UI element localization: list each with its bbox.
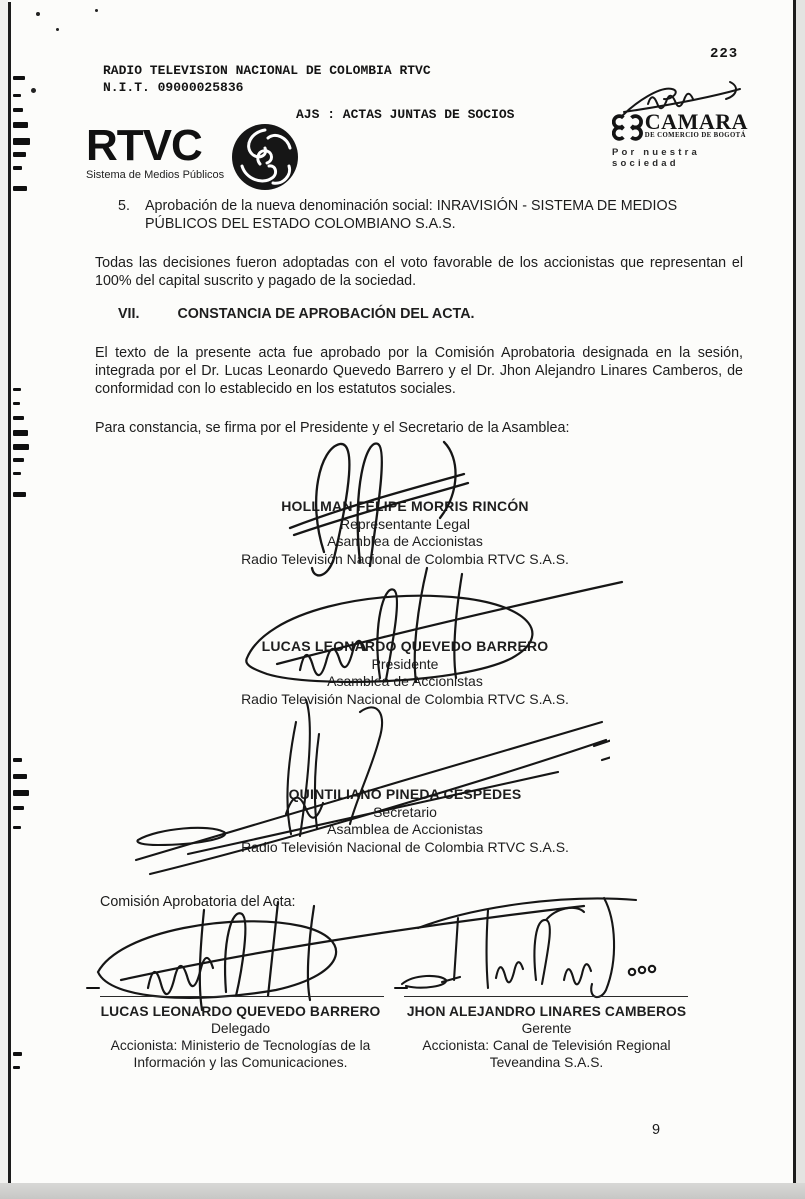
- signatory-org-1: Asamblea de Accionistas: [327, 821, 483, 837]
- ccb-logo-name: CAMARA: [644, 109, 748, 134]
- scan-edge-left-line: [8, 2, 11, 1185]
- signatory-role: Representante Legal: [340, 515, 470, 532]
- paragraph-approval: El texto de la presente acta fue aprobado por la Comisión Aprobatoria designada en la sesión, integrada por el Dr. Lucas Leonardo Quevedo Barrero y el Dr. Jhon Alejandro Linares Camberos, de conformidad con lo establecido en los estatutos sociales.: [95, 345, 743, 397]
- commission-member-left: [88, 1003, 393, 1071]
- signatory-org-2: Radio Televisión Nacional de Colombia RTVC S.A.S.: [241, 838, 569, 855]
- page-number-top: 223: [710, 46, 739, 62]
- ccb-logo-subtitle: DE COMERCIO DE BOGOTÁ: [644, 132, 746, 139]
- signature-lucas-ink: [222, 566, 624, 701]
- signature-jhon-ink: [396, 890, 668, 1004]
- signatory-org-1: Asamblea de Accionistas: [327, 673, 483, 689]
- signature-line-right: [404, 996, 688, 997]
- signatory-org-2: Radio Televisión Nacional de Colombia RTVC S.A.S.: [241, 550, 569, 567]
- rtvc-logo: [86, 121, 300, 192]
- signatory-org-2: Radio Televisión Nacional de Colombia RTVC S.A.S.: [241, 690, 569, 707]
- signature-quintiliano-ink: [128, 692, 610, 880]
- commission-label: Comisión Aprobatoria del Acta:: [100, 894, 296, 910]
- ccb-monogram-icon: [612, 112, 643, 143]
- item-number: 5.: [118, 198, 130, 214]
- section-heading: [118, 306, 475, 322]
- scan-edge-bottom: [0, 1183, 805, 1199]
- header-doc-code: AJS : ACTAS JUNTAS DE SOCIOS: [296, 107, 515, 122]
- commission-member-right: [394, 1003, 699, 1071]
- signature-line-left-stub: [86, 987, 100, 989]
- page-number-bottom: 9: [652, 1122, 661, 1138]
- commission-org-1: Accionista: Ministerio de Tecnologías de la: [110, 1038, 371, 1053]
- commission-org-2: Información y las Comunicaciones.: [133, 1055, 348, 1070]
- header-nit: N.I.T. 09000025836: [103, 80, 244, 95]
- commission-role: Gerente: [521, 1021, 572, 1036]
- scan-edge-right: [796, 0, 805, 1199]
- agenda-item-5: [118, 197, 742, 233]
- signature-hollman-ink: [262, 430, 482, 580]
- rtvc-wordmark: RTVC: [86, 121, 202, 170]
- signatory-org-1: Asamblea de Accionistas: [327, 533, 483, 549]
- signature-line-left: [100, 996, 384, 997]
- section-title: CONSTANCIA DE APROBACIÓN DEL ACTA.: [177, 306, 475, 322]
- ccb-logo: [612, 109, 748, 169]
- item-text: Aprobación de la nueva denominación social: INRAVISIÓN - SISTEMA DE MEDIOS PÚBLICOS DEL ESTADO COLOMBIANO S.A.S.: [145, 198, 678, 232]
- section-numeral: VII.: [118, 306, 140, 322]
- signatory-name: HOLLMAN FELIPE MORRIS RINCÓN: [281, 498, 529, 514]
- ccb-logo-slogan: Por nuestra sociedad: [612, 147, 700, 169]
- rtvc-tagline: Sistema de Medios Públicos: [86, 169, 225, 181]
- signature-line-right-stub: [394, 987, 408, 989]
- commission-org-2: Teveandina S.A.S.: [489, 1055, 604, 1070]
- scan-edge-left: [0, 0, 8, 1199]
- rtvc-emblem-icon: [230, 122, 300, 192]
- commission-org-1: Accionista: Canal de Televisión Regional: [422, 1038, 671, 1053]
- commission-name: JHON ALEJANDRO LINARES CAMBEROS: [406, 1004, 687, 1019]
- signatory-role: Presidente: [371, 655, 439, 672]
- commission-name: LUCAS LEONARDO QUEVEDO BARRERO: [100, 1004, 381, 1019]
- commission-role: Delegado: [210, 1021, 271, 1036]
- paragraph-decisions: Todas las decisiones fueron adoptadas con el voto favorable de los accionistas que representan el 100% del capital suscrito y pagado de la sociedad.: [95, 255, 743, 289]
- signatory-name: LUCAS LEONARDO QUEVEDO BARRERO: [261, 638, 549, 654]
- signatory-name: QUINTILIANO PINEDA CÉSPEDES: [288, 786, 522, 802]
- paragraph-signing: Para constancia, se firma por el Presidente y el Secretario de la Asamblea:: [95, 420, 570, 436]
- header-company-name: RADIO TELEVISION NACIONAL DE COLOMBIA RTVC: [103, 63, 431, 78]
- signatory-role: Secretario: [373, 803, 437, 820]
